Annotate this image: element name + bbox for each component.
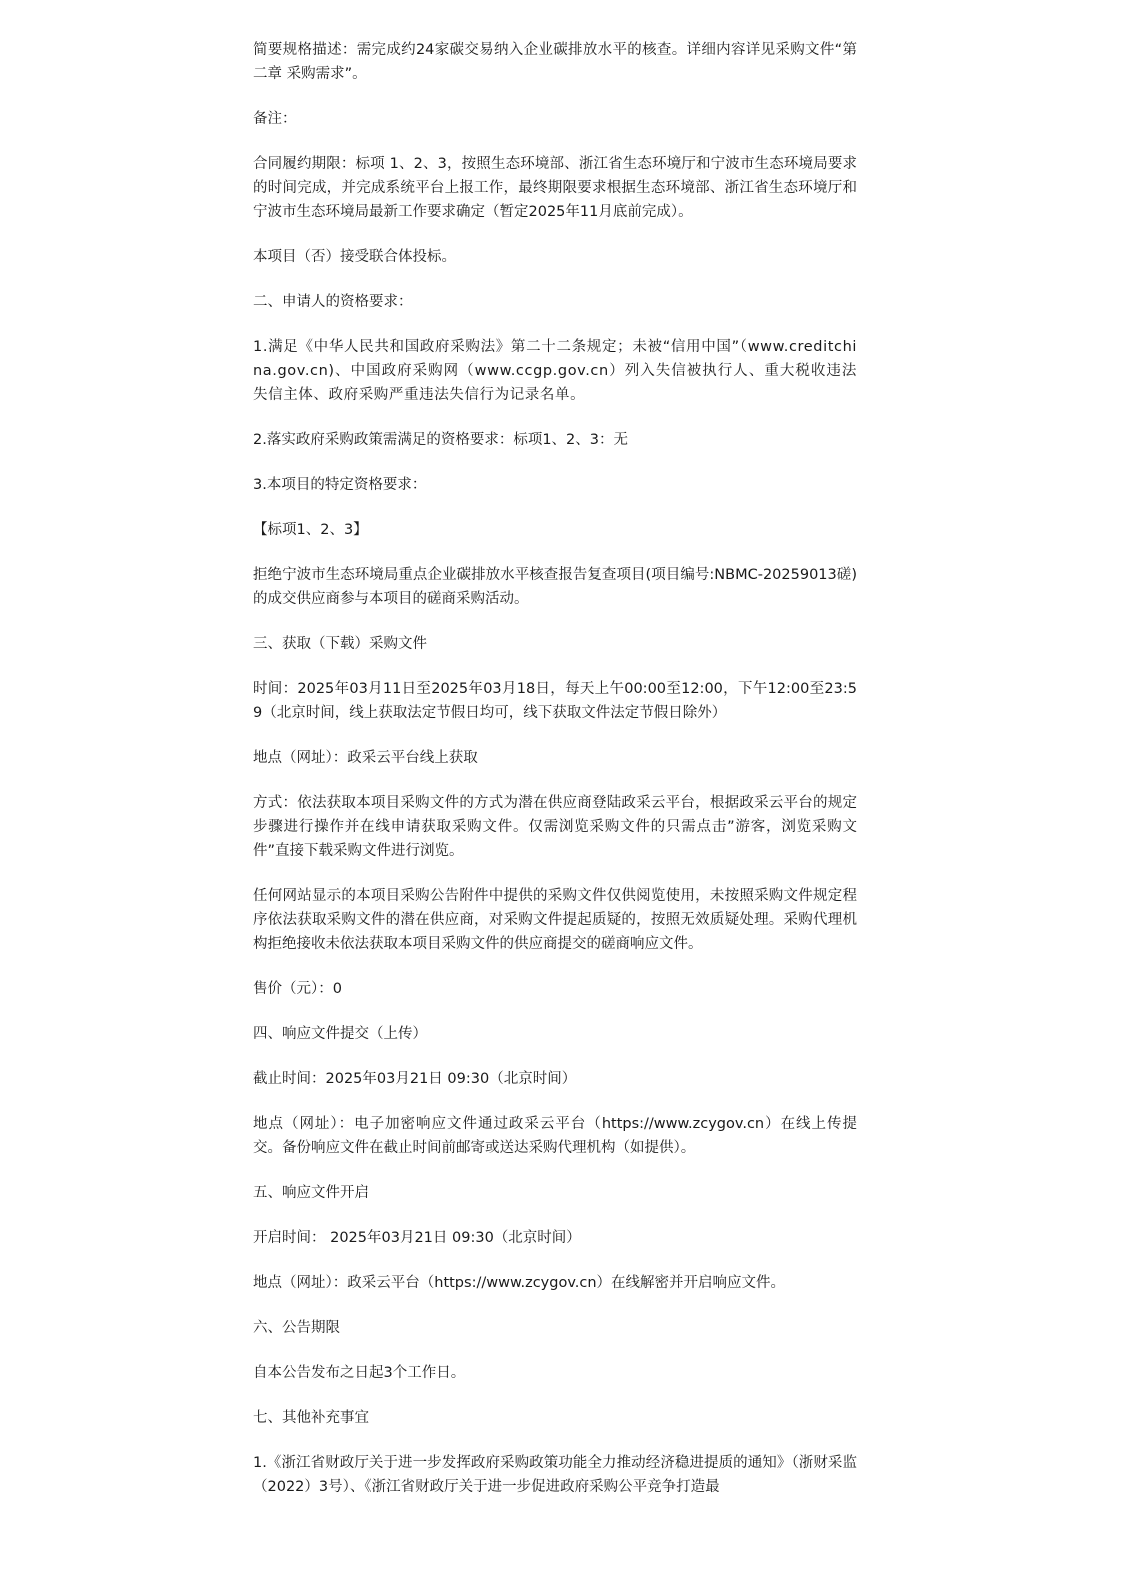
section-5-heading: 五、响应文件开启	[253, 1185, 369, 1201]
section-3-heading: 三、获取（下载）采购文件	[253, 636, 427, 652]
submission-location: 地点（网址）：电子加密响应文件通过政采云平台（https://www.zcygov.cn）在线上传提交。备份响应文件在截止时间前邮寄或送达采购代理机构（如提供）。	[253, 1116, 857, 1156]
notice-period: 自本公告发布之日起3个工作日。	[253, 1365, 466, 1381]
section-4-heading: 四、响应文件提交（上传）	[253, 1026, 427, 1042]
download-disclaimer: 任何网站显示的本项目采购公告附件中提供的采购文件仅供阅览使用，未按照采购文件规定程序依法获取采购文件的潜在供应商，对采购文件提起质疑的，按照无效质疑处理。采购代理机构拒绝接收未依法获取本项目采购文件的供应商提交的磋商响应文件。	[253, 888, 857, 952]
download-method: 方式：依法获取本项目采购文件的方式为潜在供应商登陆政采云平台，根据政采云平台的规定步骤进行操作并在线申请获取采购文件。仅需浏览采购文件的只需点击”游客，浏览采购文件”直接下载采购文件进行浏览。	[253, 795, 857, 859]
section-6-heading: 六、公告期限	[253, 1320, 340, 1336]
opening-location: 地点（网址）：政采云平台（https://www.zcygov.cn）在线解密并开启响应文件。	[253, 1275, 786, 1291]
spec-description: 简要规格描述：需完成约24家碳交易纳入企业碳排放水平的核查。详细内容详见采购文件“第二章 采购需求”。	[253, 42, 857, 82]
price: 售价（元）：0	[253, 981, 342, 997]
exclusion-note: 拒绝宁波市生态环境局重点企业碳排放水平核查报告复查项目(项目编号:NBMC-20259013磋)的成交供应商参与本项目的磋商采购活动。	[253, 567, 857, 607]
lot-label: 【标项1、2、3】	[253, 522, 368, 538]
opening-time: 开启时间： 2025年03月21日 09:30（北京时间）	[253, 1230, 581, 1246]
qualification-2: 2.落实政府采购政策需满足的资格要求：标项1、2、3：无	[253, 432, 629, 448]
section-7-heading: 七、其他补充事宜	[253, 1410, 369, 1426]
submission-deadline: 截止时间：2025年03月21日 09:30（北京时间）	[253, 1071, 577, 1087]
qualification-3: 3.本项目的特定资格要求：	[253, 477, 427, 493]
remarks-label: 备注：	[253, 111, 297, 127]
contract-period: 合同履约期限：标项 1、2、3，按照生态环境部、浙江省生态环境厅和宁波市生态环境局要求的时间完成，并完成系统平台上报工作，最终期限要求根据生态环境部、浙江省生态环境厅和宁波市生态环境局最新工作要求确定（暂定2025年11月底前完成）。	[253, 156, 857, 220]
document-page	[253, 38, 857, 1520]
download-time: 时间：2025年03月11日至2025年03月18日，每天上午00:00至12:00，下午12:00至23:59（北京时间，线上获取法定节假日均可，线下获取文件法定节假日除外）	[253, 681, 857, 721]
consortium-note: 本项目（否）接受联合体投标。	[253, 249, 456, 265]
supplementary-1: 1.《浙江省财政厅关于进一步发挥政府采购政策功能全力推动经济稳进提质的通知》（浙财采监（2022）3号）、《浙江省财政厅关于进一步促进政府采购公平竞争打造最	[253, 1455, 857, 1495]
section-2-heading: 二、申请人的资格要求：	[253, 294, 413, 310]
download-location: 地点（网址）：政采云平台线上获取	[253, 750, 478, 766]
qualification-1: 1.满足《中华人民共和国政府采购法》第二十二条规定；未被“信用中国”（www.creditchina.gov.cn)、中国政府采购网（www.ccgp.gov.cn）列入失信被执行人、重大税收违法失信主体、政府采购严重违法失信行为记录名单。	[253, 339, 857, 403]
